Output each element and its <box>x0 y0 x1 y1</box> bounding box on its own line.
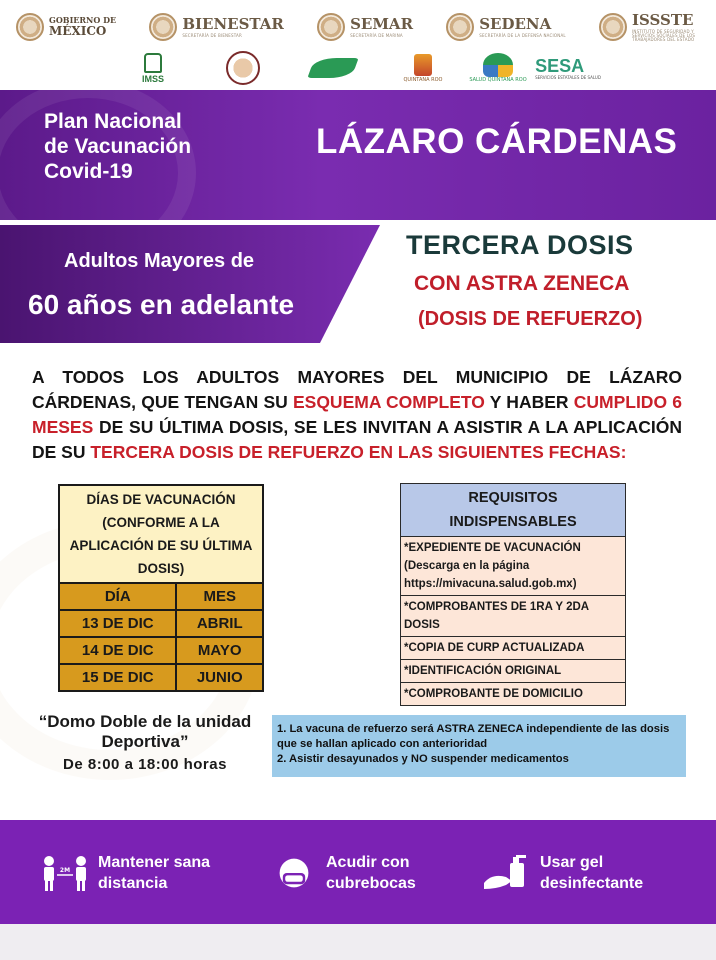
issste-seal-icon <box>599 13 627 41</box>
requirements-header: REQUISITOS INDISPENSABLES <box>401 484 626 537</box>
plan-title: Plan Nacional de Vacunación Covid-19 <box>44 110 192 183</box>
imss-logo: IMSS <box>108 53 198 84</box>
distance-icon <box>40 853 90 893</box>
table-row <box>59 610 263 637</box>
schedule-day: 13 DE DIC <box>59 610 176 637</box>
semar-seal-icon <box>317 13 345 41</box>
salud-logo: SALUD QUINTANA ROO <box>468 53 528 83</box>
tip-label: Mantener sana distancia <box>98 854 211 892</box>
note-item: 1. La vacuna de refuerzo será ASTRA ZENECA independiente de las dosis que se hallan aplicado con anterioridad <box>277 723 670 750</box>
dose-brand: CON ASTRA ZENECA <box>414 272 630 295</box>
tip-mask <box>278 852 444 894</box>
bienestar-logo: BIENESTAR SECRETARÍA DE BIENESTAR <box>149 13 284 41</box>
quintana-roo-logo: QUINTANA ROO <box>378 54 468 83</box>
gel-icon <box>482 853 532 893</box>
schedule-month: JUNIO <box>176 664 263 691</box>
health-logos-row <box>0 48 716 88</box>
prevention-tips-band <box>0 820 716 924</box>
agency-logos-row <box>0 8 716 46</box>
requirement-item: *IDENTIFICACIÓN ORIGINAL <box>401 660 626 683</box>
requirement-item: *COPIA DE CURP ACTUALIZADA <box>401 637 626 660</box>
note-item: 2. Asistir desayunados y NO suspender medicamentos <box>277 753 569 765</box>
bird-logo <box>288 58 378 78</box>
gobierno-mexico-logo: GOBIERNO DE MÉXICO <box>16 13 116 41</box>
schedule-table <box>58 484 264 692</box>
quintana-roo-icon <box>414 54 432 76</box>
sedena-seal-icon <box>446 13 474 41</box>
title-banner <box>0 90 716 220</box>
requirement-item: *COMPROBANTES DE 1RA Y 2DA DOSIS <box>401 596 626 637</box>
tip-gel <box>482 852 680 894</box>
imss-eagle-icon <box>144 53 162 73</box>
table-row <box>59 664 263 691</box>
table-row <box>59 637 263 664</box>
issste-logo: ISSSTE INSTITUTO DE SEGURIDAD Y SERVICIOS SOCIALES DE LOS TRABAJADORES DEL ESTADO <box>599 13 704 42</box>
salud-icon <box>483 53 513 77</box>
column-header-month: MES <box>176 583 263 610</box>
venue-info <box>20 712 270 773</box>
tip-label: Usar gel desinfectante <box>540 854 644 892</box>
requirement-item: *EXPEDIENTE DE VACUNACIÓN (Descarga en la página https://mivacuna.salud.gob.mx) <box>401 537 626 596</box>
requirements-table <box>400 483 626 706</box>
requirement-item: *COMPROBANTE DE DOMICILIO <box>401 683 626 706</box>
bird-icon <box>307 58 358 78</box>
sedena-logo: SEDENA SECRETARÍA DE LA DEFENSA NACIONAL <box>446 13 566 41</box>
schedule-header: DÍAS DE VACUNACIÓN (CONFORME A LA APLICACIÓN DE SU ÚLTIMA DOSIS) <box>59 485 263 583</box>
column-header-day: DÍA <box>59 583 176 610</box>
audience-band <box>0 225 380 343</box>
venue-hours: De 8:00 a 18:00 horas <box>63 756 227 773</box>
dose-note: (DOSIS DE REFUERZO) <box>418 308 643 330</box>
schedule-month: ABRIL <box>176 610 263 637</box>
venue-name: “Domo Doble de la unidad Deportiva” <box>38 712 252 751</box>
svg-text:2M: 2M <box>59 867 71 874</box>
audience-line-2: 60 años en adelante <box>28 289 295 320</box>
national-guard-logo <box>198 51 288 85</box>
city-title: LÁZARO CÁRDENAS <box>316 122 678 161</box>
mask-icon <box>278 853 318 893</box>
schedule-month: MAYO <box>176 637 263 664</box>
invitation-paragraph: A TODOS LOS ADULTOS MAYORES DEL MUNICIPIO DE LÁZARO CÁRDENAS, QUE TENGAN SU ESQUEMA COMPLETO Y HABER CUMPLIDO 6 MESES DE SU ÚLTIMA DOSIS, SE LES INVITAN A ASISTIR A LA APLICACIÓN DE SU TERCERA DOSIS DE REFUERZO EN LAS SIGUIENTES FECHAS: <box>32 367 682 462</box>
sesa-logo: SESA SERVICIOS ESTATALES DE SALUD <box>535 55 601 80</box>
eagle-seal-icon <box>16 13 44 41</box>
schedule-day: 15 DE DIC <box>59 664 176 691</box>
national-guard-seal-icon <box>226 51 260 85</box>
semar-logo: SEMAR SECRETARÍA DE MARINA <box>317 13 413 41</box>
tip-label: Acudir con cubrebocas <box>326 854 416 892</box>
tip-distance <box>40 852 238 894</box>
notes-box <box>272 715 686 777</box>
bienestar-seal-icon <box>149 13 177 41</box>
dose-title: TERCERA DOSIS <box>406 230 634 260</box>
schedule-day: 14 DE DIC <box>59 637 176 664</box>
footer-strip <box>0 924 716 960</box>
audience-line-1: Adultos Mayores de <box>64 250 255 272</box>
